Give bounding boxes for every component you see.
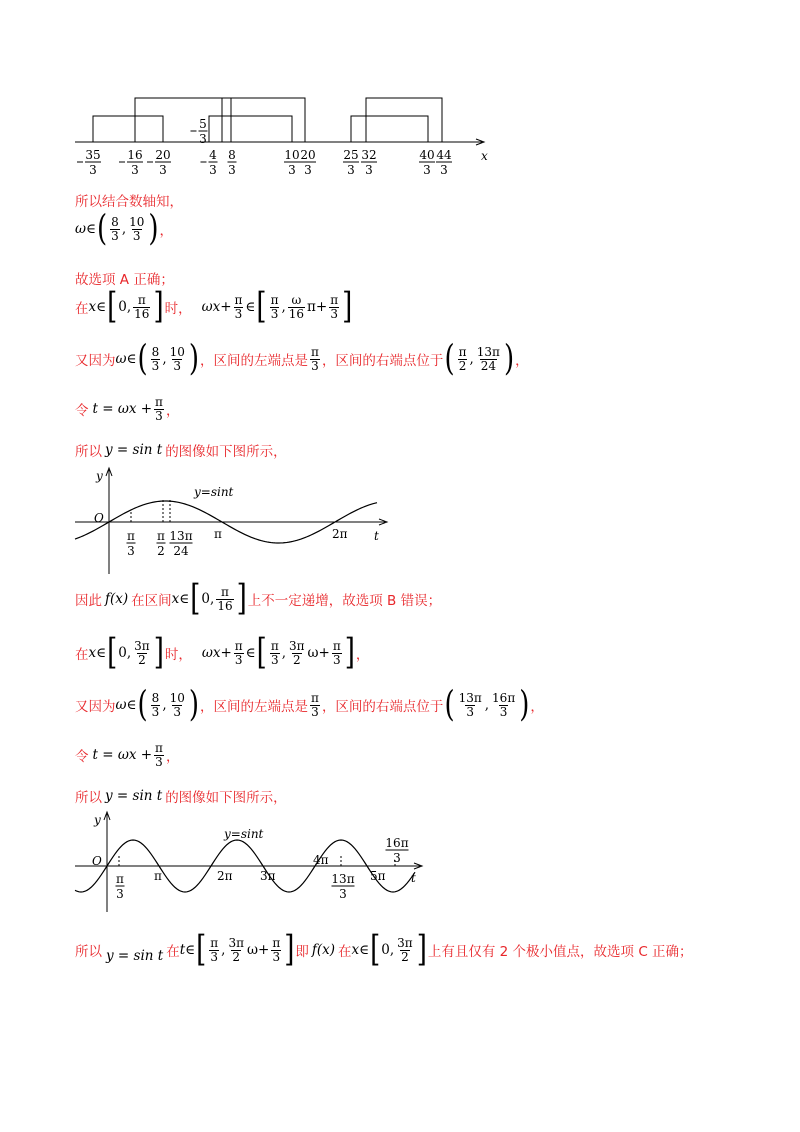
text-l1: 所以结合数轴知， [75, 194, 183, 210]
d1-label-5 [284, 148, 300, 177]
g1-tick-0-den: 3 [127, 544, 135, 558]
d1-label-4-den: 3 [228, 163, 236, 177]
g1-y-label: y [96, 469, 103, 483]
d1-label-8 [361, 148, 377, 177]
text-line-8: 因此 f(x) 在区间 x∈ [ 0, $\frac{\pi}{16}$ ] 上不一定递增，故选项 B 错误； [75, 578, 442, 620]
d1-side-label-num: 5 [199, 117, 207, 131]
g1-tick-2-den: 24 [173, 544, 189, 558]
d1-label-0 [77, 148, 101, 177]
text-line-12: 所以 y = sin t 的图像如下图所示， [75, 788, 287, 806]
g2-tick-16pi3-den: 3 [393, 851, 401, 865]
sine-graph-1 [0, 462, 800, 582]
d1-label-0-den: 3 [89, 163, 97, 177]
d1-label-7 [343, 148, 359, 177]
d1-label-9-den: 3 [423, 163, 431, 177]
text-l3: 故选项 A 正确； [75, 272, 174, 288]
interval-box-3 [209, 116, 292, 142]
g2-3pi-label: 3π [260, 869, 276, 883]
d1-label-4-num: 8 [228, 148, 236, 162]
d1-label-3 [201, 148, 218, 177]
d1-label-2-num: 20 [155, 148, 171, 162]
d1-label-9-num: 40 [419, 148, 435, 162]
g2-t-label: t [411, 871, 416, 885]
interval-box-5 [231, 98, 305, 142]
g1-pi-label: π [214, 527, 222, 541]
g1-tick-0 [127, 529, 136, 558]
g2-pi-label: π [154, 869, 162, 883]
g1-tick-2-num: 13π [169, 529, 193, 543]
d1-label-6-num: 20 [300, 148, 316, 162]
g2-curve-label: y=sint [224, 827, 264, 841]
d1-label-3-num: 4 [209, 148, 217, 162]
text-line-9: 在 x∈ [ 0, $\frac{3\pi}{2}$ ] 时， ωx+ $\frac{\pi}{3}$ ∈ [ $\frac{\pi}{3}$ , $\frac{3\pi}{2}$ ω+ $\frac{\pi}{3}$ ] ， [75, 632, 370, 674]
d1-label-8-den: 3 [365, 163, 373, 177]
paren-open: ( [97, 208, 108, 250]
g1-tick-1-num: π [157, 529, 165, 543]
omega-in: ω∈ [75, 221, 97, 238]
g1-2pi-label: 2π [332, 527, 348, 541]
d1-label-8-num: 32 [361, 148, 377, 162]
g2-origin: O [92, 854, 102, 868]
text-line-2: ω∈ ( $\frac{8}{3}$ , $\frac{10}{3}$ ) ， [75, 208, 174, 250]
text-line-4: 在 x∈ [ 0, $\frac{\pi}{16}$ ] 时， ωx+ $\frac{\pi}{3}$ ∈ [ $\frac{\pi}{3}$ , $\frac{\omega}{16}$ π+ $\frac{\pi}{3}$ ] [75, 286, 353, 328]
d1-label-10-den: 3 [440, 163, 448, 177]
sine-graph-2 [0, 808, 800, 916]
d1-label-7-num: 25 [343, 148, 359, 162]
d1-label-1 [119, 148, 143, 177]
frac-8-3: $\frac{8}{3}$ [111, 215, 119, 243]
number-line-diagram [0, 0, 800, 190]
text-line-5: 又因为 ω∈ ( $\frac{8}{3}$ , $\frac{10}{3}$ ) ，区间的左端点是 $\frac{\pi}{3}$ ，区间的右端点位于 ( $\frac{\pi}{2}$ , $\frac{13\pi}{24}$ ) ， [75, 338, 529, 380]
g2-tick-pi3 [116, 872, 125, 901]
g1-tick-0-num: π [127, 529, 135, 543]
g2-tick-13pi3 [331, 872, 354, 901]
d1-label-5-num: 10 [284, 148, 300, 162]
d1-label-7-den: 3 [347, 163, 355, 177]
d1-label-5-den: 3 [288, 163, 296, 177]
text-line-7: 所以 y = sin t 的图像如下图所示， [75, 442, 287, 460]
d1-label-10-num: 44 [436, 148, 452, 162]
g1-origin: O [94, 511, 104, 525]
interval-box-7 [366, 98, 442, 142]
g2-tick-16pi3-num: 16π [385, 836, 409, 850]
g1-tick-2 [169, 529, 192, 558]
paren-close: ) [148, 208, 159, 250]
text-line-3 [75, 268, 174, 288]
text-line-10: 又因为 ω∈ ( $\frac{8}{3}$ , $\frac{10}{3}$ ) ，区间的左端点是 $\frac{\pi}{3}$ ，区间的右端点位于 ( $\frac{13\pi}{3}$ , $\frac{16\pi}{3}$ ) ， [75, 684, 544, 726]
d1-label-6-den: 3 [304, 163, 312, 177]
g1-tick-1-den: 2 [157, 544, 165, 558]
g2-4pi-label: 4π [313, 853, 329, 867]
interval-box-2 [135, 98, 305, 142]
d1-side-label-den: 3 [199, 132, 207, 146]
g1-curve-label: y=sint [194, 485, 234, 499]
text-line-1 [75, 190, 183, 210]
d1-label-1-den: 3 [131, 163, 139, 177]
d1-label-10 [436, 148, 452, 177]
d1-label-9 [419, 148, 435, 177]
frac-10-3: $\frac{10}{3}$ [129, 215, 145, 243]
d1-label-2-den: 3 [159, 163, 167, 177]
text-line-6: 令 t = ωx + $\frac{\pi}{3}$ ， [75, 395, 180, 423]
text-line-13: 所以 y = sin t 在 t∈ [ $\frac{\pi}{3}$ , $\frac{3\pi}{2}$ ω+ $\frac{\pi}{3}$ ] 即 f(x) 在 x∈ [ 0, $\frac{3\pi}{2}$ ] 上有且仅有 2 个极小值点，故选项 C 正确； [75, 929, 693, 971]
interval-box-1 [93, 116, 163, 142]
g2-tick-13pi3-den: 3 [339, 887, 347, 901]
g1-t-label: t [374, 529, 379, 543]
g2-y-label: y [94, 813, 101, 827]
d1-label-1-num: 16 [127, 148, 143, 162]
g1-tick-1 [157, 529, 166, 558]
d1-label-2 [147, 148, 171, 177]
text-line-11: 令 t = ωx + $\frac{\pi}{3}$ ， [75, 741, 180, 769]
g2-tick-13pi3-num: 13π [331, 872, 355, 886]
d1-label-0-num: 35 [85, 148, 101, 162]
g2-tick-16pi3 [385, 836, 408, 865]
interval-box-6 [351, 116, 428, 142]
axis-label-x: x [481, 149, 488, 163]
d1-label-4 [228, 148, 237, 177]
g2-5pi-label: 5π [370, 869, 386, 883]
g2-tick-pi3-den: 3 [116, 887, 124, 901]
g2-tick-pi3-num: π [116, 872, 124, 886]
d1-label-3-den: 3 [209, 163, 217, 177]
g2-2pi-label: 2π [217, 869, 233, 883]
d1-label-6 [300, 148, 316, 177]
